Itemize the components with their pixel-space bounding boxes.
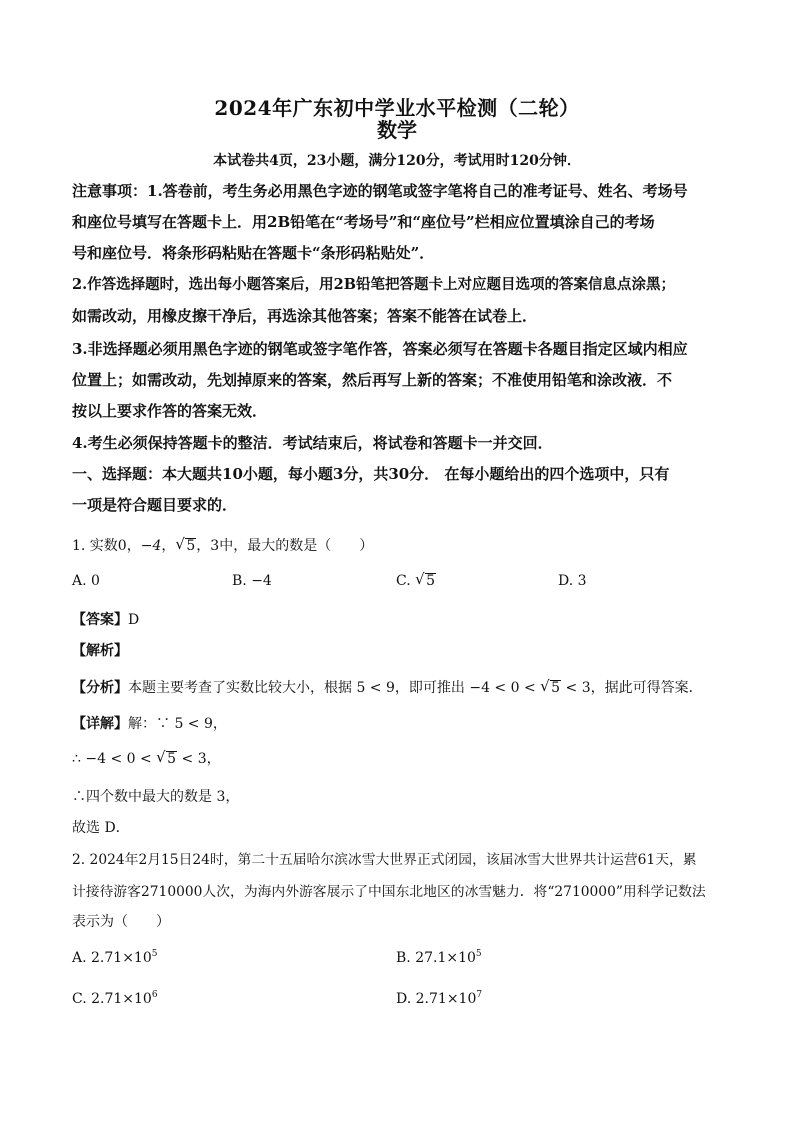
q1-answer: 【答案】D [72,612,140,628]
section-heading-line-2: 一项是符合题目要求的． [72,496,238,514]
exam-info: 本试卷共4页，23小题，满分120分，考试用时120分钟． [213,153,581,169]
notice-line-1: 注意事项：1.答卷前，考生务必用黑色字迹的钢笔或签字笔将自己的准考证号、姓名、考场号 [72,182,688,200]
answer-tag: 【答案】 [72,612,128,628]
question-2-line-1: 2. 2024年2月15日24时，第二十五届哈尔滨冰雪大世界正式闭园，该届冰雪大世界共计运营61天，累 [72,852,697,868]
notice-line-9: 4.考生必须保持答题卡的整洁．考试结束后，将试卷和答题卡一并交回． [72,434,553,452]
notice-line-4: 2.作答选择题时，选出每小题答案后，用2B铅笔把答题卡上对应题目选项的答案信息点涂黑； [72,276,675,293]
exam-title: 2024年广东初中学业水平检测（二轮） [214,96,580,120]
sqrt-symbol: √ 5 [176,538,196,554]
notice-line-6: 3.非选择题必须用黑色字迹的钢笔或签字笔作答，答案必须写在答题卡各题目指定区域内相应 [72,340,688,358]
sqrt-symbol: √ 5 [157,751,177,767]
question-2-line-2: 计接待游客2710000人次，为海内外游客展示了中国东北地区的冰雪魅力．将“2710000”用科学记数法 [72,884,706,900]
q2-option-c: C. $2.71\times 10^6$ [72,990,158,1007]
question-1-stem: 1. 实数0，−4，√ 5，3中，最大的数是（ ） [72,535,373,555]
notice-line-8: 按以上要求作答的答案无效． [72,402,268,420]
sqrt-symbol: √ 5 [541,680,561,696]
exam-subject: 数学 [377,118,417,142]
q1-detail-1: 【详解】解：∵ 5 < 9， [72,716,227,732]
notice-line-5: 如需改动，用橡皮擦干净后，再选涂其他答案；答案不能答在试卷上． [72,307,538,325]
sqrt-symbol: √ 5 [416,573,436,589]
notice-line-2: 和座位号填写在答题卡上．用2B铅笔在“考场号”和“座位号”栏相应位置填涂自己的考场 [72,213,655,231]
q2-option-a: A. $2.71\times 10^5$ [72,949,158,966]
q1-analysis-tag: 【解析】 [72,643,128,659]
q1-option-c: C. √ 5 [396,573,436,589]
q1-detail-3: ∴四个数中最大的数是 3， [72,789,240,805]
q1-fenxi: 【分析】本题主要考查了实数比较大小，根据 5 < 9，即可推出 −4 < 0 < √ 5 < 3，据此可得答案． [72,677,703,697]
q1-option-a: A. 0 [72,573,100,589]
q2-option-b: B. $27.1\times 10^5$ [396,949,482,966]
section-heading-line-1: 一、选择题：本大题共10小题，每小题3分，共30分． 在每小题给出的四个选项中，只有 [72,465,670,483]
q1-option-d: D. 3 [558,573,587,589]
q1-detail-4: 故选 D． [72,820,130,836]
q2-option-d: D. $2.71\times 10^7$ [396,990,483,1007]
q1-option-b: B. −4 [232,573,272,589]
notice-line-7: 位置上；如需改动，先划掉原来的答案，然后再写上新的答案；不准使用铅笔和涂改液．不 [72,371,673,389]
q1-detail-2: ∴ −4 < 0 < √ 5 < 3， [72,748,221,768]
question-2-line-3: 表示为（ ） [72,914,170,930]
notice-line-3: 号和座位号．将条形码粘贴在答题卡“条形码粘贴处”． [72,244,435,262]
